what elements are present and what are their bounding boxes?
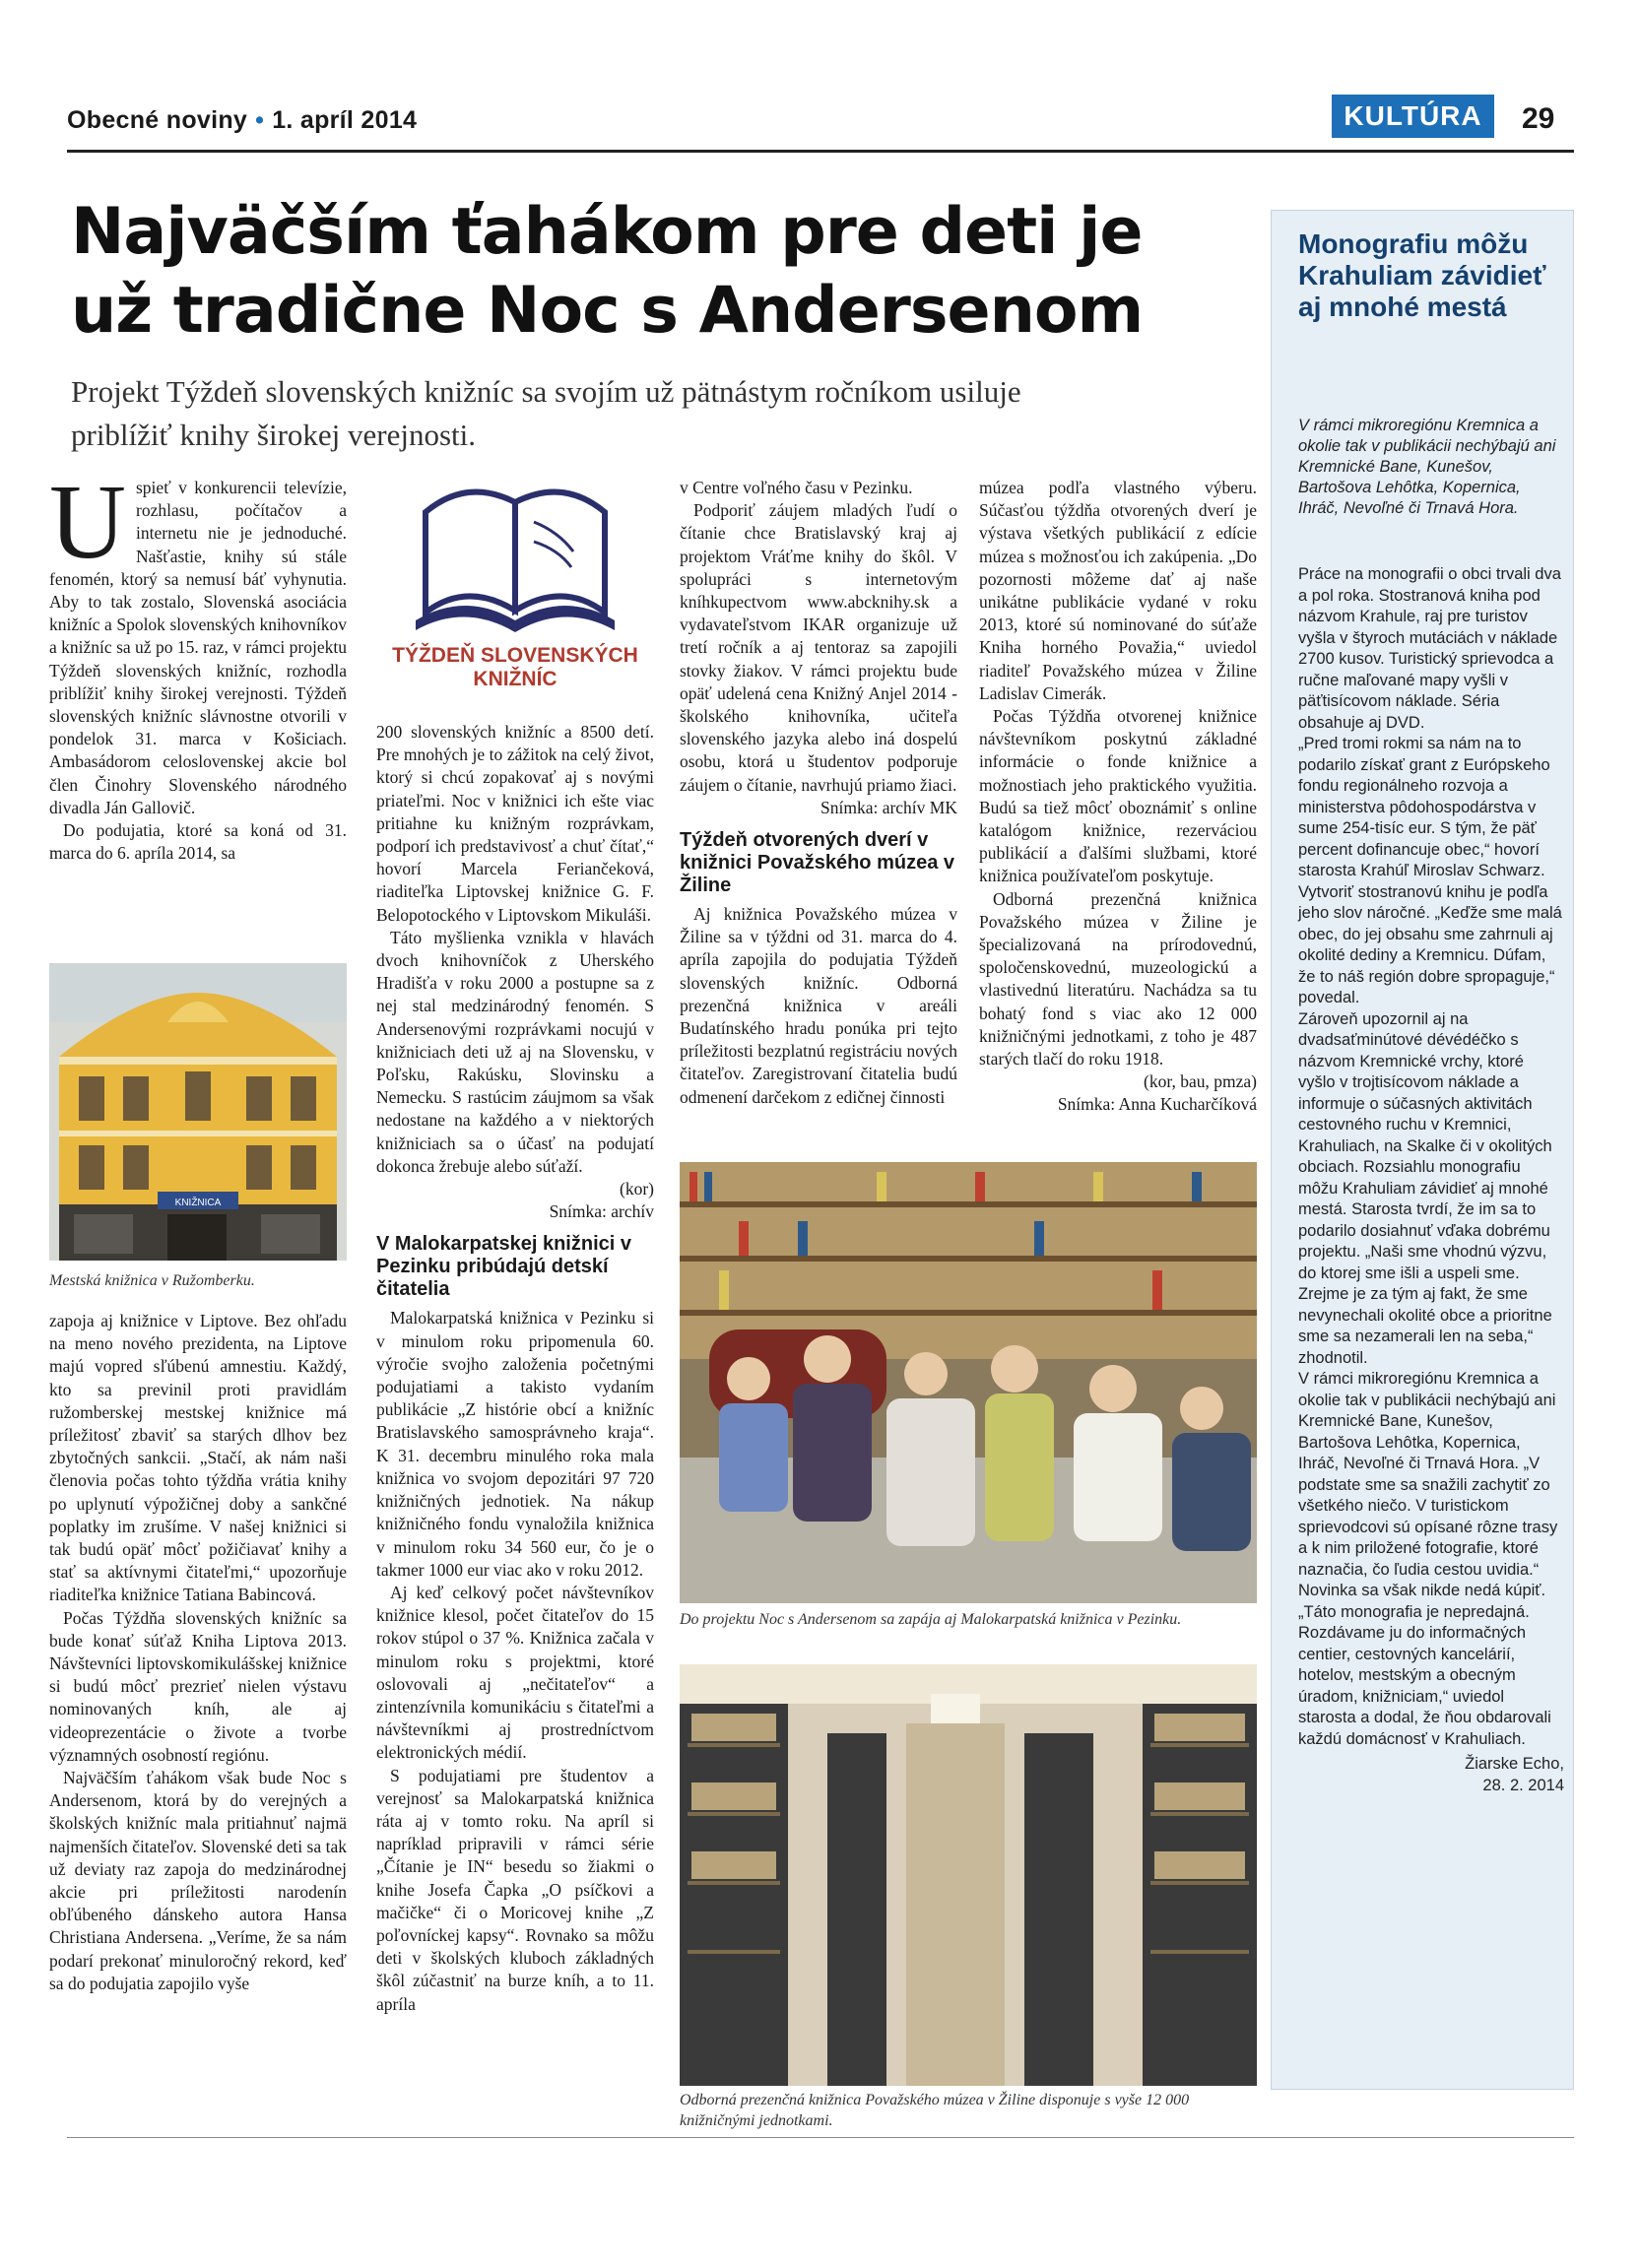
sidebar-paragraph: V rámci mikroregiónu Kremnica a okolie tak v publikácii nechýbajú ani Kremnické Bane, Kunešov, Bartošova Lehôtka, Kopernica, Ihráč, Nevoľné či Trnavá Hora. „V podstate sme sa snažili zachytiť zo všetkého niečo. V turistickom sprievodcovi sú opísané rôzne trasy a k nim priložené fotografie, ktoré naznačia, čo ľudia cestou uvidia.“: [1298, 1370, 1558, 1579]
lead-line-2: priblížiť knihy širokej verejnosti.: [71, 418, 477, 452]
dropcap: U: [49, 464, 126, 581]
lead-line-1: Projekt Týždeň slovenských knižníc sa svojím už pätnástym ročníkom usiluje: [71, 374, 1021, 409]
paragraph: Počas Týždňa otvorenej knižnice návštevníkom poskytnú základné informácie o fonde knižnice a možnostiach jeho praktického využitia. Budú sa tiež môcť oboznámiť s online katalógom knižnice, rezerváciou publikácií a ďalšími službami, ktoré knižnica používateľom poskytuje.: [979, 706, 1257, 886]
paragraph: Aj knižnica Považského múzea v Žiline sa v týždni od 31. marca do 4. apríla zapojila do podujatia Týždeň slovenských knižníc. Odborná prezenčná knižnica v areáli Budatínského hradu ponúka pri tejto príležitosti bezplatnú registráciu nových čitateľov. Zaregistrovaní čitatelia budú odmenení darčekom z edičnej činnosti: [680, 904, 957, 1107]
paragraph: Aj keď celkový počet návštevníkov knižnice klesol, počet čitateľov do 15 rokov stúpol o 37 %. Knižnica začala v minulom roku s projektmi, ktoré oslovovali aj „nečitateľov“ a zintenzívnila komunikáciu s čitateľmi a návštevníkmi aj prostredníctvom elektronických médií.: [376, 1582, 654, 1763]
headline: [71, 193, 1253, 351]
tyzden-kniznic-logo: [386, 483, 644, 697]
sidebar-lead: V rámci mikroregiónu Kremnica a okolie tak v publikácii nechýbajú ani Kremnické Bane, Kunešov, Bartošova Lehôtka, Kopernica, Ihráč, Nevoľné či Trnavá Hora.: [1298, 417, 1556, 517]
photo-caption: Do projektu Noc s Andersenom sa zapája aj Malokarpatská knižnica v Pezinku.: [680, 1611, 1182, 1628]
headline-line-2: už tradične Noc s Andersenom: [71, 274, 1144, 348]
paragraph: v Centre voľného času v Pezinku.: [680, 478, 913, 497]
paragraph: 200 slovenských knižníc a 8500 detí. Pre mnohých je to zážitok na celý život, ktorý si chcú zopakovať aj s novými priateľmi. Noc v knižnici ich ešte viac pritiahne ku knižným rozprávkam, podporí ich predstavivosť a chuť čítať,“ hovorí Marcela Feriančeková, riaditeľka Liptovskej knižnice G. F. Belopotockého v Liptovskom Mikuláši.: [376, 722, 654, 925]
book-logo-icon: [386, 483, 644, 697]
sidebar-paragraph: Zároveň upozornil aj na dvadsaťminútové dévédéčko s názvom Kremnické vrchy, ktoré vyšlo v trojtisícovom náklade a informuje o súčasných aktivitách cestovného ruchu v Kremnici, Krahuliach, na Skalke či v okolitých obciach. Rozsiahlu monografiu môžu Krahuliam závidieť aj mnohé mestá. Starosta tvrdí, že im sa to podarilo dosiahnuť vďaka dobrému projektu. „Naši sme vhodnú výzvu, do ktorej sme išli a uspeli sme. Zrejme je za tým aj fakt, že sme nevynechali okolité obce a prioritne sme sa nezamerali len na seba,“ zhodnotil.: [1298, 1009, 1552, 1367]
building-sign: KNIŽNICA: [174, 1198, 222, 1208]
byline: (kor, bau, pmza): [1144, 1071, 1257, 1092]
subheading: Týždeň otvorených dverí v knižnici Považského múzea v Žiline: [680, 829, 954, 897]
page-number: 29: [1522, 102, 1555, 135]
children-library-photo: [680, 1162, 1257, 1603]
column-1-bottom: [49, 1310, 347, 1995]
sidebar-paragraph: Novinka sa však nikde nedá kúpiť. „Táto monografia je nepredajná. Rozdávame ju do informačných centier, cestovných kancelárií, hotelov, mestským a obecným úradom, knižniciam,“ uviedol starosta a dodal, že ňou obdarovali každú domácnosť v Krahuliach.: [1298, 1582, 1551, 1748]
photo-credit: Snímka: archív MK: [820, 797, 957, 817]
byline: (kor): [620, 1179, 654, 1199]
column-3: [680, 477, 957, 1109]
photo-caption: Odborná prezenčná knižnica Považského múzea v Žiline disponuje s vyše 12 000 knižničnými jednotkami.: [680, 2092, 1190, 2129]
library-building-photo: [49, 963, 347, 1261]
column-4: [979, 477, 1257, 1117]
separator-dot: •: [255, 106, 265, 134]
sidebar-source: [1298, 1754, 1564, 1796]
photo-credit: Snímka: Anna Kucharčíková: [1057, 1094, 1257, 1115]
masthead: [67, 106, 417, 135]
bottom-rule: [67, 2137, 1574, 2138]
paper-name: Obecné noviny: [67, 106, 248, 134]
sidebar-paragraph: „Pred tromi rokmi sa nám na to podarilo získať grant z Európskeho fondu regionálneho rozvoja a ministerstva pôdohospodárstva v sume 254-tisíc eur. S tým, že päť percent dofinancuje obec,“ hovorí starosta Krahúľ Miroslav Schwarz. Vytvoriť stostranovú knihu je podľa jeho slov náročné. „Keďže sme malá obec, do jej obsahu sme zahrnuli aj okolité dediny a Kremnicu. Dúfam, že to náš región dobre spropaguje,“ povedal.: [1298, 735, 1562, 1006]
column-1-top: [49, 464, 347, 865]
photo-credit: Snímka: archív: [549, 1201, 654, 1222]
sidebar-paragraph: Práce na monografii o obci trvali dva a pol roka. Stostranová kniha pod názvom Krahule, raj pre turistov vyšla v štyroch mutáciách v náklade 2700 kusov. Turistický sprievodca a ručne maľované mapy vyšli v päťtisícovom náklade. Séria obsahuje aj DVD.: [1298, 565, 1561, 732]
sidebar-title: Monografiu môžu Krahuliam závidieť aj mnohé mestá: [1298, 228, 1546, 322]
paragraph: Malokarpatská knižnica v Pezinku si v minulom roku pripomenula 60. výročie svojho založenia početnými podujatiami a takisto vydaním publikácie „Z histórie obcí a knižníc Bratislavského samosprávneho kraja“. K 31. decembru minulého roka mala knižnica vo svojom depozitári 97 720 knižničných jednotiek. Na nákup knižničného fondu vynaložila knižnica v minulom roku 34 560 eur, čo je o takmer 1000 eur viac ako v roku 2012.: [376, 1308, 654, 1580]
column-2: [376, 721, 654, 2016]
section-tag: KULTÚRA: [1332, 95, 1494, 138]
top-rule: [67, 150, 1574, 153]
headline-line-1: Najväčším ťahákom pre deti je: [71, 195, 1143, 269]
source-date: 28. 2. 2014: [1482, 1776, 1564, 1794]
shelves-illustration: [680, 1664, 1257, 2086]
paragraph: Odborná prezenčná knižnica Považského múzea v Žiline je špecializovaná na prírodovednú, spoločenskovednú, muzeologickú a vlastivednú literatúru. Nachádza sa tu bohatý fond s viac ako 12 000 knižničnými jednotkami, z toho je 487 starých tlačí do roku 1918.: [979, 888, 1257, 1069]
paragraph: Táto myšlienka vznikla v hlavách dvoch knihovníčok z Uherského Hradišťa v roku 2000 a postupne sa z nej stal medzinárodný fenomén. S Andersenovými rozprávkami nocujú v knižniciach deti už aj na Slovensku, v Poľsku, Rakúsku, Slovinsku a Nemecku. S rastúcim záujmom sa však nedostane na každého a v niektorých knižniciach sa o účasť na podujatí dokonca žrebuje alebo súťaží.: [376, 927, 654, 1176]
paragraph: Počas Týždňa slovenských knižníc sa bude konať súťaž Kniha Liptova 2013. Návštevníci liptovskomikulášskej knižnice si budú môcť prezrieť nielen výstavu nominovaných kníh, ale aj videoprezentácie o živote a tvorbe významných osobností regiónu.: [49, 1607, 347, 1765]
paragraph: Do podujatia, ktoré sa koná od 31. marca do 6. apríla 2014, sa: [49, 820, 347, 864]
paragraph: Najväčším ťahákom však bude Noc s Andersenom, ktorá by do verejných a školských knižníc mala pritiahnuť najmä najmenších čitateľov. Slovenské deti sa tak už deviaty raz zapoja do medzinárodnej akcie pri príležitosti narodenín obľúbeného dánskeho autora Hansa Christiana Andersena. „Veríme, že sa nám podarí prekonať minuloročný rekord, keď sa do podujatia zapojilo vyše: [49, 1768, 347, 1993]
photo-caption: Mestská knižnica v Ružomberku.: [49, 1272, 255, 1289]
library-shelves-photo: [680, 1664, 1257, 2086]
sidebar-body: [1298, 564, 1564, 1796]
paragraph: múzea podľa vlastného výberu. Súčasťou týždňa otvorených dverí je výstava všetkých publikácií z edície múzea s možnosťou ich zakúpenia. „Do pozornosti môžeme dať aj naše unikátne publikácie vydané v roku 2013, ktoré sú nominované do súťaže Kniha horného Považia,“ uviedol riaditeľ Považského múzea v Žiline Ladislav Cimerák.: [979, 478, 1257, 703]
subheading: V Malokarpatskej knižnici v Pezinku pribúdajú detskí čitatelia: [376, 1233, 631, 1301]
paragraph: S podujatiami pre študentov a verejnosť sa Malokarpatská knižnica ráta aj v tomto roku. Na apríl si napríklad pripravili v rámci série „Čítanie je IN“ besedu so žiakmi o knihe Josefa Čapka „O psíčkovi a mačičke“ či o Moricovej knihe „Z poľovníckej kapsy“. Rovnako sa môžu deti v školských kluboch základných škôl zúčastniť na burze kníh, a to 11. apríla: [376, 1765, 654, 2014]
paragraph: Podporiť záujem mladých ľudí o čítanie chce Bratislavský kraj aj projektom Vráťme knihy do škôl. V spolupráci s internetovým kníhkupectvom www.abcknihy.sk a vydavateľstvom IKAR organizuje už tretí ročník a aj tentoraz sa zapojili stovky žiakov. V rámci projektu bude opäť udelená cena Knižný Anjel 2014 - školského knihovníka, učiteľa slovenského jazyka alebo iná dospelú osobu, ktorá u študentov podporuje záujem o čítanie, navrhujú priamo žiaci.: [680, 500, 957, 795]
lead: [71, 370, 1253, 457]
building-illustration: [49, 963, 347, 1261]
source-name: Žiarske Echo,: [1465, 1755, 1564, 1773]
issue-date: 1. apríl 2014: [272, 106, 418, 134]
paragraph: spieť v konkurencii televízie, rozhlasu, počítačov a internetu nie je jednoduché. Našťastie, knihy sú stále fenomén, ktorý sa nemusí báť vyhynutia. Aby to tak zostalo, Slovenská asociácia knižníc a Spolok slovenských knihovníkov a knižníc sa už po 15. raz, v rámci projektu Týždeň slovenských knižníc, rozhodla priblížiť knihy širokej verejnosti. Týždeň slovenských knižníc slávnostne otvorili v pondelok 31. marca v Košiciach. Ambasádorom celoslovenskej akcie bol člen Činohry Slovenského národného divadla Ján Gallovič.: [49, 478, 347, 817]
logo-text-1: TÝŽDEŇ SLOVENSKÝCH: [392, 644, 638, 667]
paragraph: zapoja aj knižnice v Liptove. Bez ohľadu na meno nového prezidenta, na Liptove majú vopred sľúbenú amnestiu. Každý, kto sa previnil proti pravidlám ružomberskej mestskej knižnice má príležitosť zbaviť sa starých dlhov bez zbytočných sankcii. „Stačí, ak nám naši členovia počas tohto týždňa vrátia knihy po uplynutí výpožičnej doby a sankčné poplatky im zrušíme. V našej knižnici si tak budú opäť môcť požičiavať knihy a stať sa aktívnymi čitateľmi,“ upozorňuje riaditeľka knižnice Tatiana Babincová.: [49, 1311, 347, 1605]
children-illustration: [680, 1162, 1257, 1603]
logo-text-2: KNIŽNÍC: [473, 668, 558, 690]
